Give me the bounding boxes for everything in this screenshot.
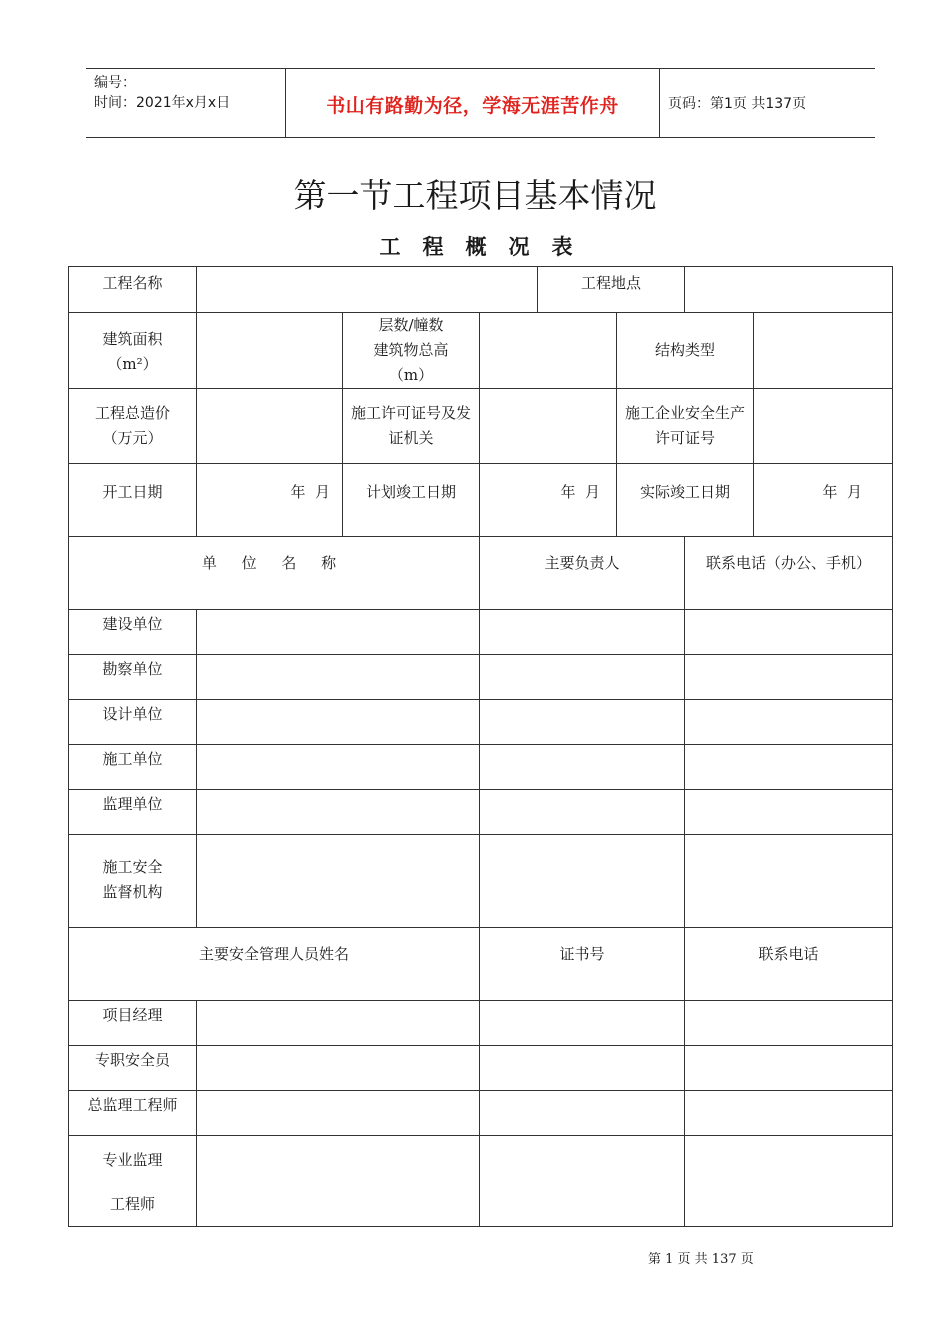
table-row (69, 313, 893, 389)
unit-leader-cell[interactable] (480, 610, 685, 655)
header-motto: 书山有路勤为径，学海无涯苦作舟 (326, 95, 619, 117)
structure-cell[interactable] (754, 313, 893, 389)
table-row (69, 1136, 893, 1227)
staff-phone-cell[interactable] (685, 1136, 893, 1227)
unit-phone-cell[interactable] (685, 745, 893, 790)
table-row (69, 1046, 893, 1091)
unit-name-cell[interactable] (197, 790, 480, 835)
staff-label: 专业监理工程师 (69, 1136, 197, 1227)
cost-label: 工程总造价（万元） (69, 389, 197, 464)
planned-end-label: 计划竣工日期 (343, 464, 480, 537)
cost-cell[interactable] (197, 389, 343, 464)
table-row (69, 655, 893, 700)
unit-name-cell[interactable] (197, 655, 480, 700)
unit-phone-cell[interactable] (685, 700, 893, 745)
floors-height-label: 层数/幢数 建筑物总高（m） (343, 313, 480, 389)
unit-leader-cell[interactable] (480, 835, 685, 928)
area-label: 建筑面积（m²） (69, 313, 197, 389)
project-name-label: 工程名称 (69, 267, 197, 313)
staff-label: 总监理工程师 (69, 1091, 197, 1136)
unit-phone-cell[interactable] (685, 655, 893, 700)
safety-permit-cell[interactable] (754, 389, 893, 464)
table-row (69, 464, 893, 537)
unit-label: 施工安全监督机构 (69, 835, 197, 928)
project-location-label: 工程地点 (538, 267, 685, 313)
units-header-leader: 主要负责人 (480, 537, 685, 610)
project-name-cell[interactable] (197, 267, 538, 313)
unit-label: 勘察单位 (69, 655, 197, 700)
table-row (69, 790, 893, 835)
number-label: 编号： (94, 75, 136, 91)
unit-phone-cell[interactable] (685, 790, 893, 835)
unit-label: 监理单位 (69, 790, 197, 835)
staff-cert-cell[interactable] (480, 1091, 685, 1136)
staff-name-cell[interactable] (197, 1136, 480, 1227)
table-row (69, 1001, 893, 1046)
unit-phone-cell[interactable] (685, 835, 893, 928)
planned-end-value[interactable]: 年 月 (480, 464, 617, 537)
staff-name-cell[interactable] (197, 1001, 480, 1046)
staff-phone-cell[interactable] (685, 1001, 893, 1046)
staff-label: 专职安全员 (69, 1046, 197, 1091)
table-row (69, 537, 893, 610)
staff-cert-cell[interactable] (480, 1136, 685, 1227)
permit-label: 施工许可证号及发证机关 (343, 389, 480, 464)
project-location-cell[interactable] (685, 267, 893, 313)
unit-label: 建设单位 (69, 610, 197, 655)
unit-label: 施工单位 (69, 745, 197, 790)
table-row (69, 389, 893, 464)
unit-name-cell[interactable] (197, 610, 480, 655)
table-title: 工程概况表 (379, 235, 595, 259)
header-divider (659, 69, 660, 137)
safety-permit-label: 施工企业安全生产许可证号 (617, 389, 754, 464)
staff-name-cell[interactable] (197, 1091, 480, 1136)
page-footer: 第 1 页 共 137 页 (648, 1252, 754, 1267)
structure-label: 结构类型 (617, 313, 754, 389)
unit-name-cell[interactable] (197, 745, 480, 790)
actual-end-value[interactable]: 年 月 (754, 464, 893, 537)
header-meta (94, 73, 230, 113)
unit-leader-cell[interactable] (480, 790, 685, 835)
table-row (69, 267, 893, 313)
staff-cert-cell[interactable] (480, 1046, 685, 1091)
staff-header-cert: 证书号 (480, 928, 685, 1001)
unit-name-cell[interactable] (197, 700, 480, 745)
header-page-label: 页码：第1页 共137页 (668, 96, 807, 112)
units-header-name: 单 位 名 称 (69, 537, 480, 610)
unit-name-cell[interactable] (197, 835, 480, 928)
unit-leader-cell[interactable] (480, 655, 685, 700)
staff-header-name: 主要安全管理人员姓名 (69, 928, 480, 1001)
page-title: 第一节工程项目基本情况 (293, 176, 657, 215)
page-header (86, 68, 875, 138)
permit-cell[interactable] (480, 389, 617, 464)
staff-header-phone: 联系电话 (685, 928, 893, 1001)
staff-label: 项目经理 (69, 1001, 197, 1046)
unit-phone-cell[interactable] (685, 610, 893, 655)
unit-leader-cell[interactable] (480, 700, 685, 745)
table-row (69, 835, 893, 928)
floors-height-cell[interactable] (480, 313, 617, 389)
start-date-label: 开工日期 (69, 464, 197, 537)
table-row (69, 928, 893, 1001)
actual-end-label: 实际竣工日期 (617, 464, 754, 537)
start-date-value[interactable]: 年 月 (197, 464, 343, 537)
staff-name-cell[interactable] (197, 1046, 480, 1091)
time-label: 时间：2021年x月x日 (94, 95, 231, 111)
staff-phone-cell[interactable] (685, 1046, 893, 1091)
staff-cert-cell[interactable] (480, 1001, 685, 1046)
area-cell[interactable] (197, 313, 343, 389)
table-row (69, 610, 893, 655)
table-row (69, 1091, 893, 1136)
table-row (69, 745, 893, 790)
unit-label: 设计单位 (69, 700, 197, 745)
unit-leader-cell[interactable] (480, 745, 685, 790)
table-row (69, 700, 893, 745)
staff-phone-cell[interactable] (685, 1091, 893, 1136)
units-header-phone: 联系电话（办公、手机） (685, 537, 893, 610)
project-overview-table (68, 266, 893, 1227)
